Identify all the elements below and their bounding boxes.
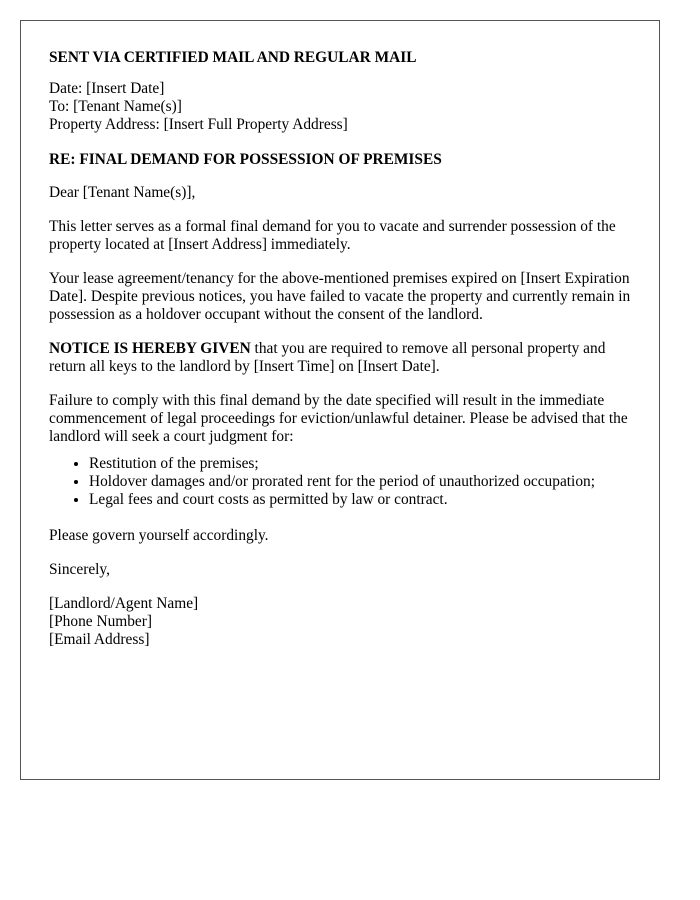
subject-line: RE: FINAL DEMAND FOR POSSESSION OF PREMISES	[49, 151, 442, 168]
header-fields	[49, 80, 631, 134]
notice-paragraph	[49, 340, 631, 376]
notice-text: that you are required to remove all personal property and return all keys to the landlord by [Insert Time] on [Insert Date].	[49, 340, 606, 375]
list-item: • Legal fees and court costs as permitted by law or contract.	[89, 491, 631, 509]
property-address-field: Property Address: [Insert Full Property Address]	[49, 116, 348, 133]
sign-off: Sincerely,	[49, 561, 110, 578]
notice-bold-lead: NOTICE IS HEREBY GIVEN	[49, 340, 251, 357]
closing-remark: Please govern yourself accordingly.	[49, 527, 269, 544]
date-field: Date: [Insert Date]	[49, 80, 165, 97]
signer-email: [Email Address]	[49, 631, 150, 648]
consequences-paragraph: Failure to comply with this final demand by the date specified will result in the immediate commencement of legal proceedings for eviction/unlawful detainer. Please be advised that the landlord will seek a court judgment for:	[49, 392, 628, 445]
lease-expiration-paragraph: Your lease agreement/tenancy for the above-mentioned premises expired on [Insert Expiration Date]. Despite previous notices, you have failed to vacate the property and currently remain in possession as a holdover occupant without the consent of the landlord.	[49, 270, 631, 323]
judgment-list	[49, 455, 631, 509]
list-item: • Restitution of the premises;	[89, 455, 631, 473]
demand-paragraph: This letter serves as a formal final demand for you to vacate and surrender possession of the property located at [Insert Address] immediately.	[49, 218, 616, 253]
signer-phone: [Phone Number]	[49, 613, 153, 630]
letter-page	[20, 20, 660, 780]
recipient-field: To: [Tenant Name(s)]	[49, 98, 182, 115]
signature-block	[49, 595, 631, 649]
delivery-method-heading: SENT VIA CERTIFIED MAIL AND REGULAR MAIL	[49, 49, 417, 66]
salutation: Dear [Tenant Name(s)],	[49, 184, 196, 201]
list-item: • Holdover damages and/or prorated rent for the period of unauthorized occupation;	[89, 473, 631, 491]
signer-name: [Landlord/Agent Name]	[49, 595, 199, 612]
